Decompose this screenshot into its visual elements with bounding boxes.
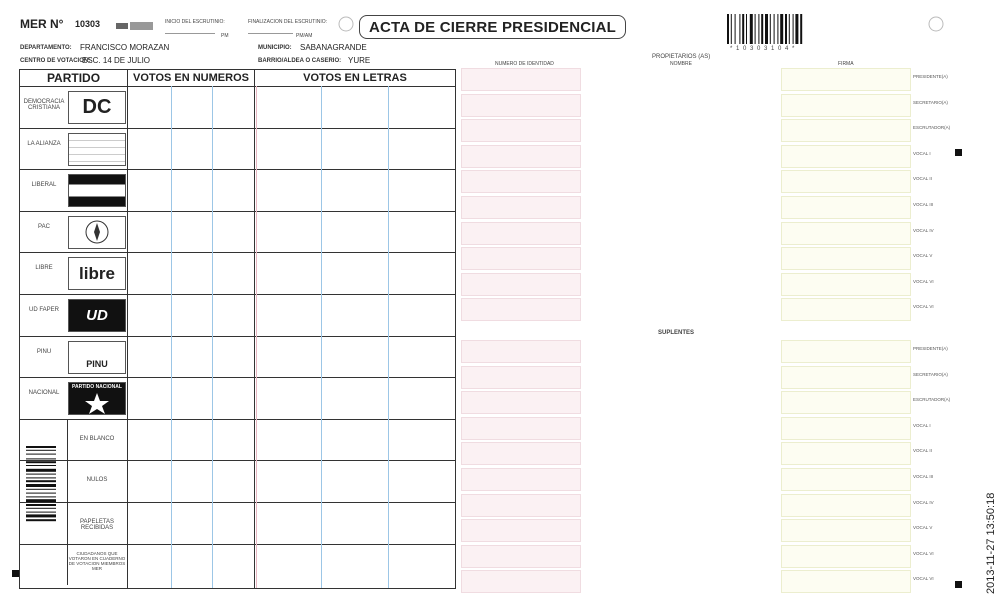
- identidad-cell[interactable]: [461, 570, 581, 593]
- summary-label: PAPELETAS RECIBIDAS: [79, 519, 115, 531]
- firma-cell[interactable]: [781, 298, 911, 321]
- firma-cell[interactable]: [781, 247, 911, 270]
- digit-line: [212, 86, 213, 588]
- party-row: [20, 377, 455, 419]
- party-logo: [68, 382, 126, 415]
- summary-label: EN BLANCO: [79, 435, 115, 442]
- party-name: PAC: [38, 223, 50, 230]
- party-logo: [68, 257, 126, 290]
- party-row: [20, 128, 455, 170]
- role-label: VOCAL IV: [913, 227, 934, 233]
- identidad-cell[interactable]: [461, 196, 581, 219]
- identidad-cell[interactable]: [461, 222, 581, 245]
- role-label: VOCAL VI: [913, 278, 934, 284]
- identidad-cell[interactable]: [461, 94, 581, 117]
- inicio-label: INICIO DEL ESCRUTINIO:: [165, 19, 225, 25]
- vote-table: [19, 69, 456, 589]
- party-name: LIBERAL: [31, 182, 57, 189]
- party-name: PINU: [36, 348, 52, 355]
- centro-value: ESC. 14 DE JULIO: [82, 56, 151, 65]
- departamento-value: FRANCISCO MORAZAN: [80, 43, 170, 52]
- role-label: VOCAL V: [913, 253, 933, 259]
- col-nombre: NOMBRE: [670, 61, 692, 67]
- summary-row: [20, 460, 455, 502]
- identidad-cell[interactable]: [461, 145, 581, 168]
- role-label: VOCAL I: [913, 150, 931, 156]
- party-logo: [68, 133, 126, 166]
- identidad-cell[interactable]: [461, 417, 581, 440]
- summary-row: [20, 544, 455, 586]
- firma-cell[interactable]: [781, 494, 911, 517]
- identidad-cell[interactable]: [461, 366, 581, 389]
- role-label: VOCAL VI: [913, 576, 934, 582]
- mer-number: 10303: [75, 19, 101, 29]
- identidad-cell[interactable]: [461, 170, 581, 193]
- municipio-value: SABANAGRANDE: [300, 43, 367, 52]
- party-row: [20, 336, 455, 378]
- party-row: [20, 294, 455, 336]
- party-name: LIBRE: [35, 265, 53, 272]
- barcode-icon: [727, 14, 823, 44]
- identidad-cell[interactable]: [461, 68, 581, 91]
- party-logo: [68, 299, 126, 332]
- party-logo-text: PARTIDO NACIONAL: [72, 384, 122, 391]
- firma-cell[interactable]: [781, 119, 911, 142]
- identidad-cell[interactable]: [461, 247, 581, 270]
- divider-numeros: [254, 86, 255, 588]
- summary-divider: [67, 420, 68, 461]
- centro-label: CENTRO DE VOTACION:: [20, 58, 91, 64]
- party-row: [20, 169, 455, 211]
- final-line: [248, 33, 293, 34]
- identidad-cell[interactable]: [461, 468, 581, 491]
- summary-row: [20, 419, 455, 461]
- col-numeros: VOTOS EN NUMEROS: [128, 70, 255, 86]
- party-row: [20, 86, 455, 128]
- registration-mark: [12, 570, 19, 577]
- firma-cell[interactable]: [781, 340, 911, 363]
- party-name: LA ALIANZA: [27, 140, 61, 147]
- inicio-suffix: PM: [221, 33, 229, 39]
- role-label: VOCAL IV: [913, 499, 934, 505]
- identidad-cell[interactable]: [461, 298, 581, 321]
- role-label: VOCAL II: [913, 448, 932, 454]
- firma-cell[interactable]: [781, 391, 911, 414]
- party-name: UD FAPER: [28, 307, 59, 313]
- letter-line: [388, 86, 389, 588]
- party-row: [20, 252, 455, 294]
- role-label: VOCAL II: [913, 176, 932, 182]
- col-identidad: NUMERO DE IDENTIDAD: [495, 61, 554, 67]
- firma-cell[interactable]: [781, 545, 911, 568]
- star-icon: [69, 391, 125, 415]
- role-label: VOCAL V: [913, 525, 933, 531]
- party-logo: [68, 341, 126, 374]
- suplentes-label: SUPLENTES: [658, 330, 695, 336]
- departamento-label: DEPARTAMENTO:: [20, 45, 72, 51]
- timestamp: 2013-11-27 13:50:18: [985, 492, 997, 594]
- digit-line: [171, 86, 172, 588]
- tse-logo-icon: [115, 20, 155, 32]
- identidad-cell[interactable]: [461, 273, 581, 296]
- firma-cell[interactable]: [781, 417, 911, 440]
- firma-cell[interactable]: [781, 170, 911, 193]
- identidad-cell[interactable]: [461, 545, 581, 568]
- party-logo-text: libre: [79, 264, 115, 284]
- firma-cell[interactable]: [781, 145, 911, 168]
- col-letras: VOTOS EN LETRAS: [303, 72, 407, 84]
- party-logo: [68, 174, 126, 207]
- identidad-cell[interactable]: [461, 391, 581, 414]
- summary-row: [20, 502, 455, 544]
- identidad-cell[interactable]: [461, 442, 581, 465]
- party-logo-text: PINU: [86, 358, 108, 369]
- party-row: [20, 211, 455, 253]
- barrio-value: YURE: [348, 56, 371, 65]
- party-name: DEMOCRACIA CRISTIANA: [23, 99, 65, 111]
- identidad-cell[interactable]: [461, 519, 581, 542]
- identidad-cell[interactable]: [461, 119, 581, 142]
- firma-cell[interactable]: [781, 442, 911, 465]
- pac-emblem-icon: [69, 217, 125, 248]
- identidad-cell[interactable]: [461, 340, 581, 363]
- identidad-cell[interactable]: [461, 494, 581, 517]
- firma-cell[interactable]: [781, 94, 911, 117]
- firma-cell[interactable]: [781, 519, 911, 542]
- municipio-label: MUNICIPIO:: [258, 45, 292, 51]
- role-label: VOCAL VI: [913, 304, 934, 310]
- firma-cell[interactable]: [781, 366, 911, 389]
- seal-circle-icon: [338, 16, 354, 32]
- party-logo: [68, 216, 126, 249]
- barcode-number: * 1 0 3 0 3 1 0 4 *: [730, 46, 796, 52]
- role-label: PRESIDENTE(A): [913, 346, 948, 351]
- barrio-label: BARRIO/ALDEA O CASERIO:: [258, 58, 342, 64]
- col-propietarios: PROPIETARIOS (AS): [652, 54, 711, 60]
- party-logo: [68, 91, 126, 124]
- divider-partido: [127, 86, 128, 588]
- party-name: NACIONAL: [28, 390, 60, 397]
- col-firma: FIRMA: [838, 61, 854, 67]
- document-title: ACTA DE CIERRE PRESIDENCIAL: [359, 15, 626, 39]
- firma-cell[interactable]: [781, 196, 911, 219]
- pink-line: [256, 86, 257, 588]
- side-barcode-icon: [26, 446, 62, 542]
- firma-cell[interactable]: [781, 273, 911, 296]
- firma-cell[interactable]: [781, 570, 911, 593]
- registration-mark: [955, 581, 962, 588]
- role-label: ESCRUTADOR(A): [913, 125, 951, 131]
- role-label: VOCAL III: [913, 202, 934, 207]
- summary-divider: [67, 545, 68, 586]
- registration-mark: [955, 149, 962, 156]
- summary-label: NULOS: [86, 477, 108, 484]
- role-label: VOCAL I: [913, 422, 931, 428]
- seal-circle-icon-right: [928, 16, 944, 32]
- role-label: VOCAL III: [913, 474, 934, 479]
- final-label: FINALIZACION DEL ESCRUTINIO:: [248, 19, 327, 25]
- letter-line: [321, 86, 322, 588]
- firma-cell[interactable]: [781, 68, 911, 91]
- summary-label: CIUDADANOS QUE VOTARON EN CUADERNO DE VOTACION MIEMBROS MER: [68, 550, 126, 571]
- party-logo-text: DC: [82, 96, 112, 118]
- mer-label: MER N°: [20, 17, 64, 31]
- col-partido: PARTIDO: [20, 70, 128, 86]
- firma-cell[interactable]: [781, 222, 911, 245]
- inicio-line: [165, 33, 215, 34]
- summary-divider: [67, 461, 68, 502]
- firma-cell[interactable]: [781, 468, 911, 491]
- role-label: PRESIDENTE(A): [913, 74, 948, 79]
- final-suffix: PM/AM: [296, 33, 313, 39]
- role-label: ESCRUTADOR(A): [913, 397, 951, 403]
- role-label: SECRETARIO(A): [913, 371, 948, 377]
- role-label: SECRETARIO(A): [913, 99, 948, 105]
- summary-divider: [67, 503, 68, 544]
- party-logo-text: UD: [86, 307, 108, 324]
- role-label: VOCAL VI: [913, 550, 934, 556]
